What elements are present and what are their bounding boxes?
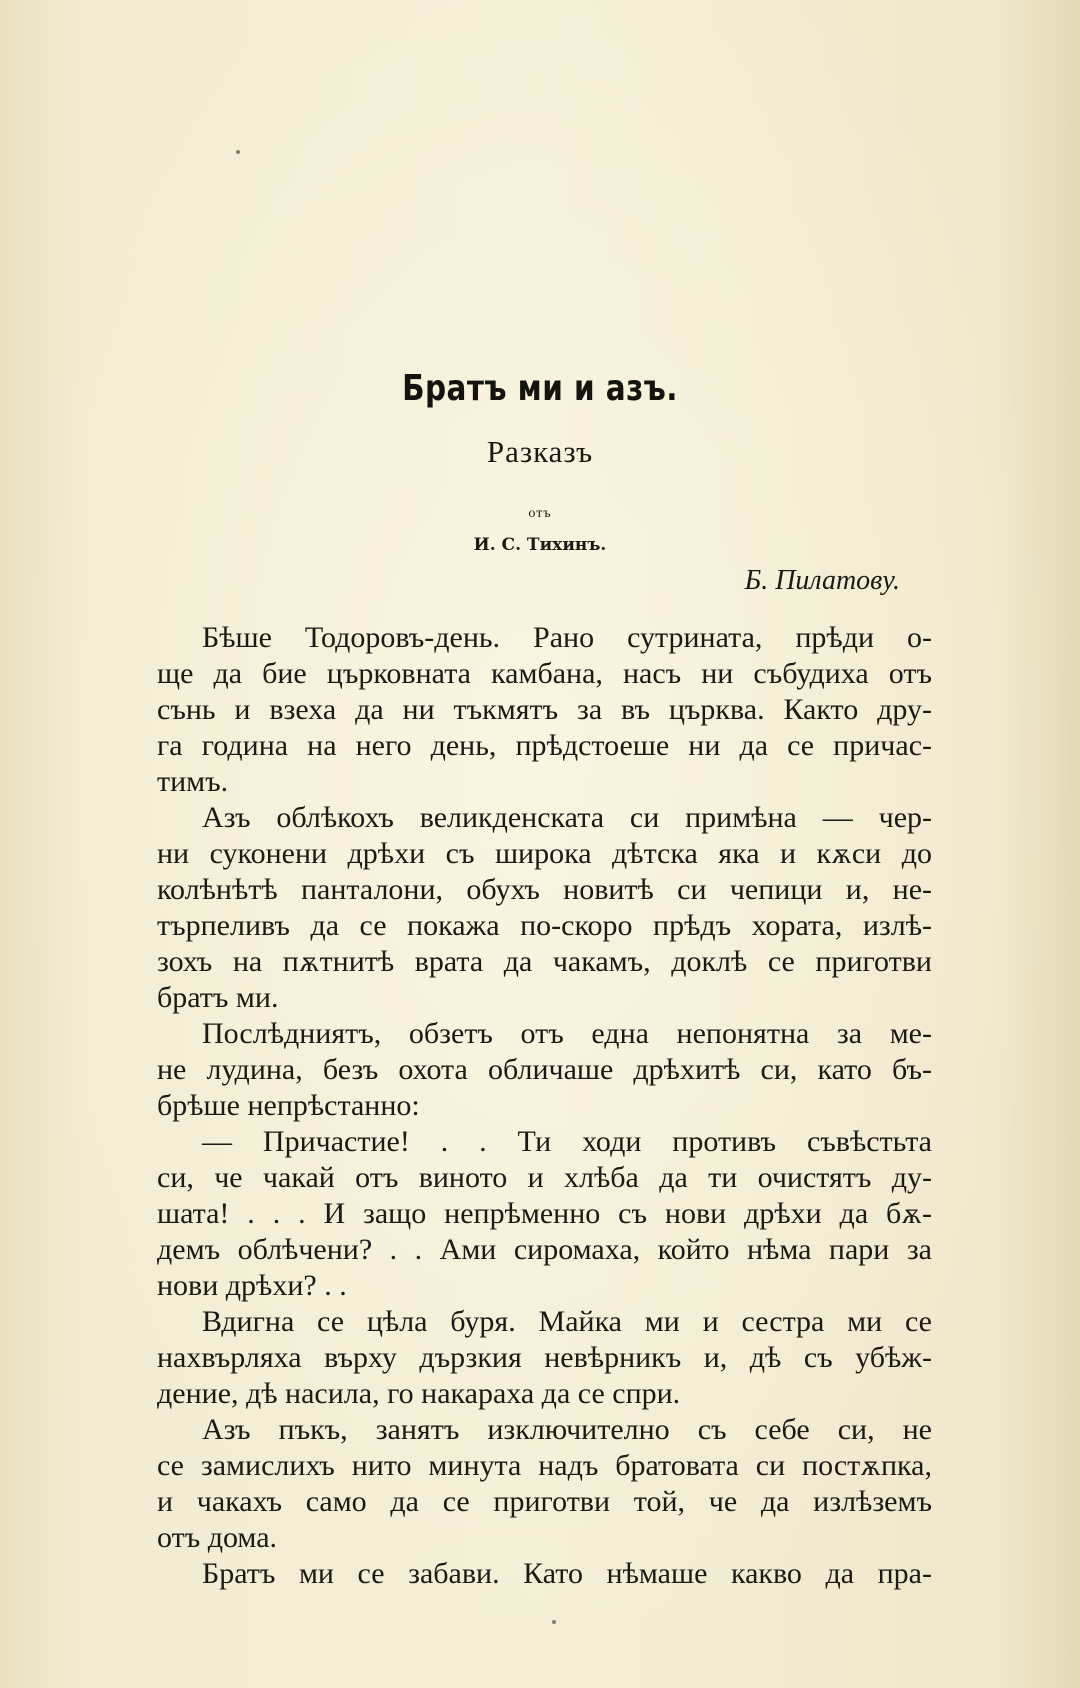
bleed-through-text [470,80,1030,284]
story-title: Братъ ми и азъ. [402,368,678,409]
author-name: И. С. Тихинъ. [473,535,607,555]
story-subtitle: Разказъ [486,434,594,469]
text-line: колѣнѣтѣ панталони, обухъ новитѣ си чепици и, не- [157,873,932,906]
text-line: си, че чакай отъ виното и хлѣба да ти очистятъ ду- [157,1161,932,1194]
text-line: нови дрѣхи? . . [157,1269,347,1302]
text-line: тимъ. [157,765,229,798]
text-line: не лудина, безъ охота обличаше дрѣхитѣ си, като бъ- [157,1053,932,1086]
text-line: брѣше непрѣстанно: [157,1089,420,1122]
text-line: и чакахъ само да се приготви той, че да излѣземъ [157,1485,932,1518]
text-line: отъ дома. [157,1521,278,1554]
text-line: Вдигна се цѣла буря. Майка ми и сестра ми се [202,1305,932,1338]
text-line: — Причастие! . . Ти ходи противъ съвѣстьта [202,1125,932,1158]
text-line: Азъ облѣкохъ великденската си примѣна — чер- [202,801,932,834]
text-line: сънь и взеха да ни тъкмятъ за въ църква. Както дру- [157,693,932,726]
story-body [157,620,932,1592]
text-line: га година на него день, прѣдстоеше ни да се причас- [157,729,932,762]
dedication: Б. Пилатову. [744,565,900,596]
text-line: нахвърляха върху дързкия невѣрникъ и, дѣ съ убѣж- [157,1341,932,1374]
text-line: зохъ на пѫтнитѣ врата да чакамъ, доклѣ се приготви [157,945,932,978]
text-line: се замислихъ нито минута надъ братовата си постѫпка, [157,1449,932,1482]
text-line: братъ ми. [157,981,279,1014]
text-line: шата! . . . И защо непрѣменно съ нови дрѣхи да бѫ- [157,1197,932,1230]
text-line: ще да бие църковната камбана, насъ ни събудиха отъ [157,657,932,690]
text-line: демъ облѣчени? . . Ами сиромаха, който нѣма пари за [157,1233,932,1266]
text-line: Братъ ми се забави. Като нѣмаше какво да пра- [202,1557,932,1590]
text-line: ни суконени дрѣхи съ широка дѣтска яка и кѫси до [157,837,932,870]
text-line: търпеливъ да се покажа по-скоро прѣдъ хората, излѣ- [157,909,932,942]
ink-speck [236,150,240,154]
text-line: Послѣдниятъ, обзетъ отъ една непонятна за ме- [202,1017,932,1050]
text-line: Азъ пъкъ, занятъ изключително съ себе си, не [202,1413,932,1446]
text-line: Бѣше Тодоровъ-день. Рано сутрината, прѣди о- [202,621,932,654]
byline-word: отъ [528,506,552,521]
text-line: дение, дѣ насила, го накараха да се спри. [157,1377,681,1410]
ink-speck [552,1620,556,1624]
